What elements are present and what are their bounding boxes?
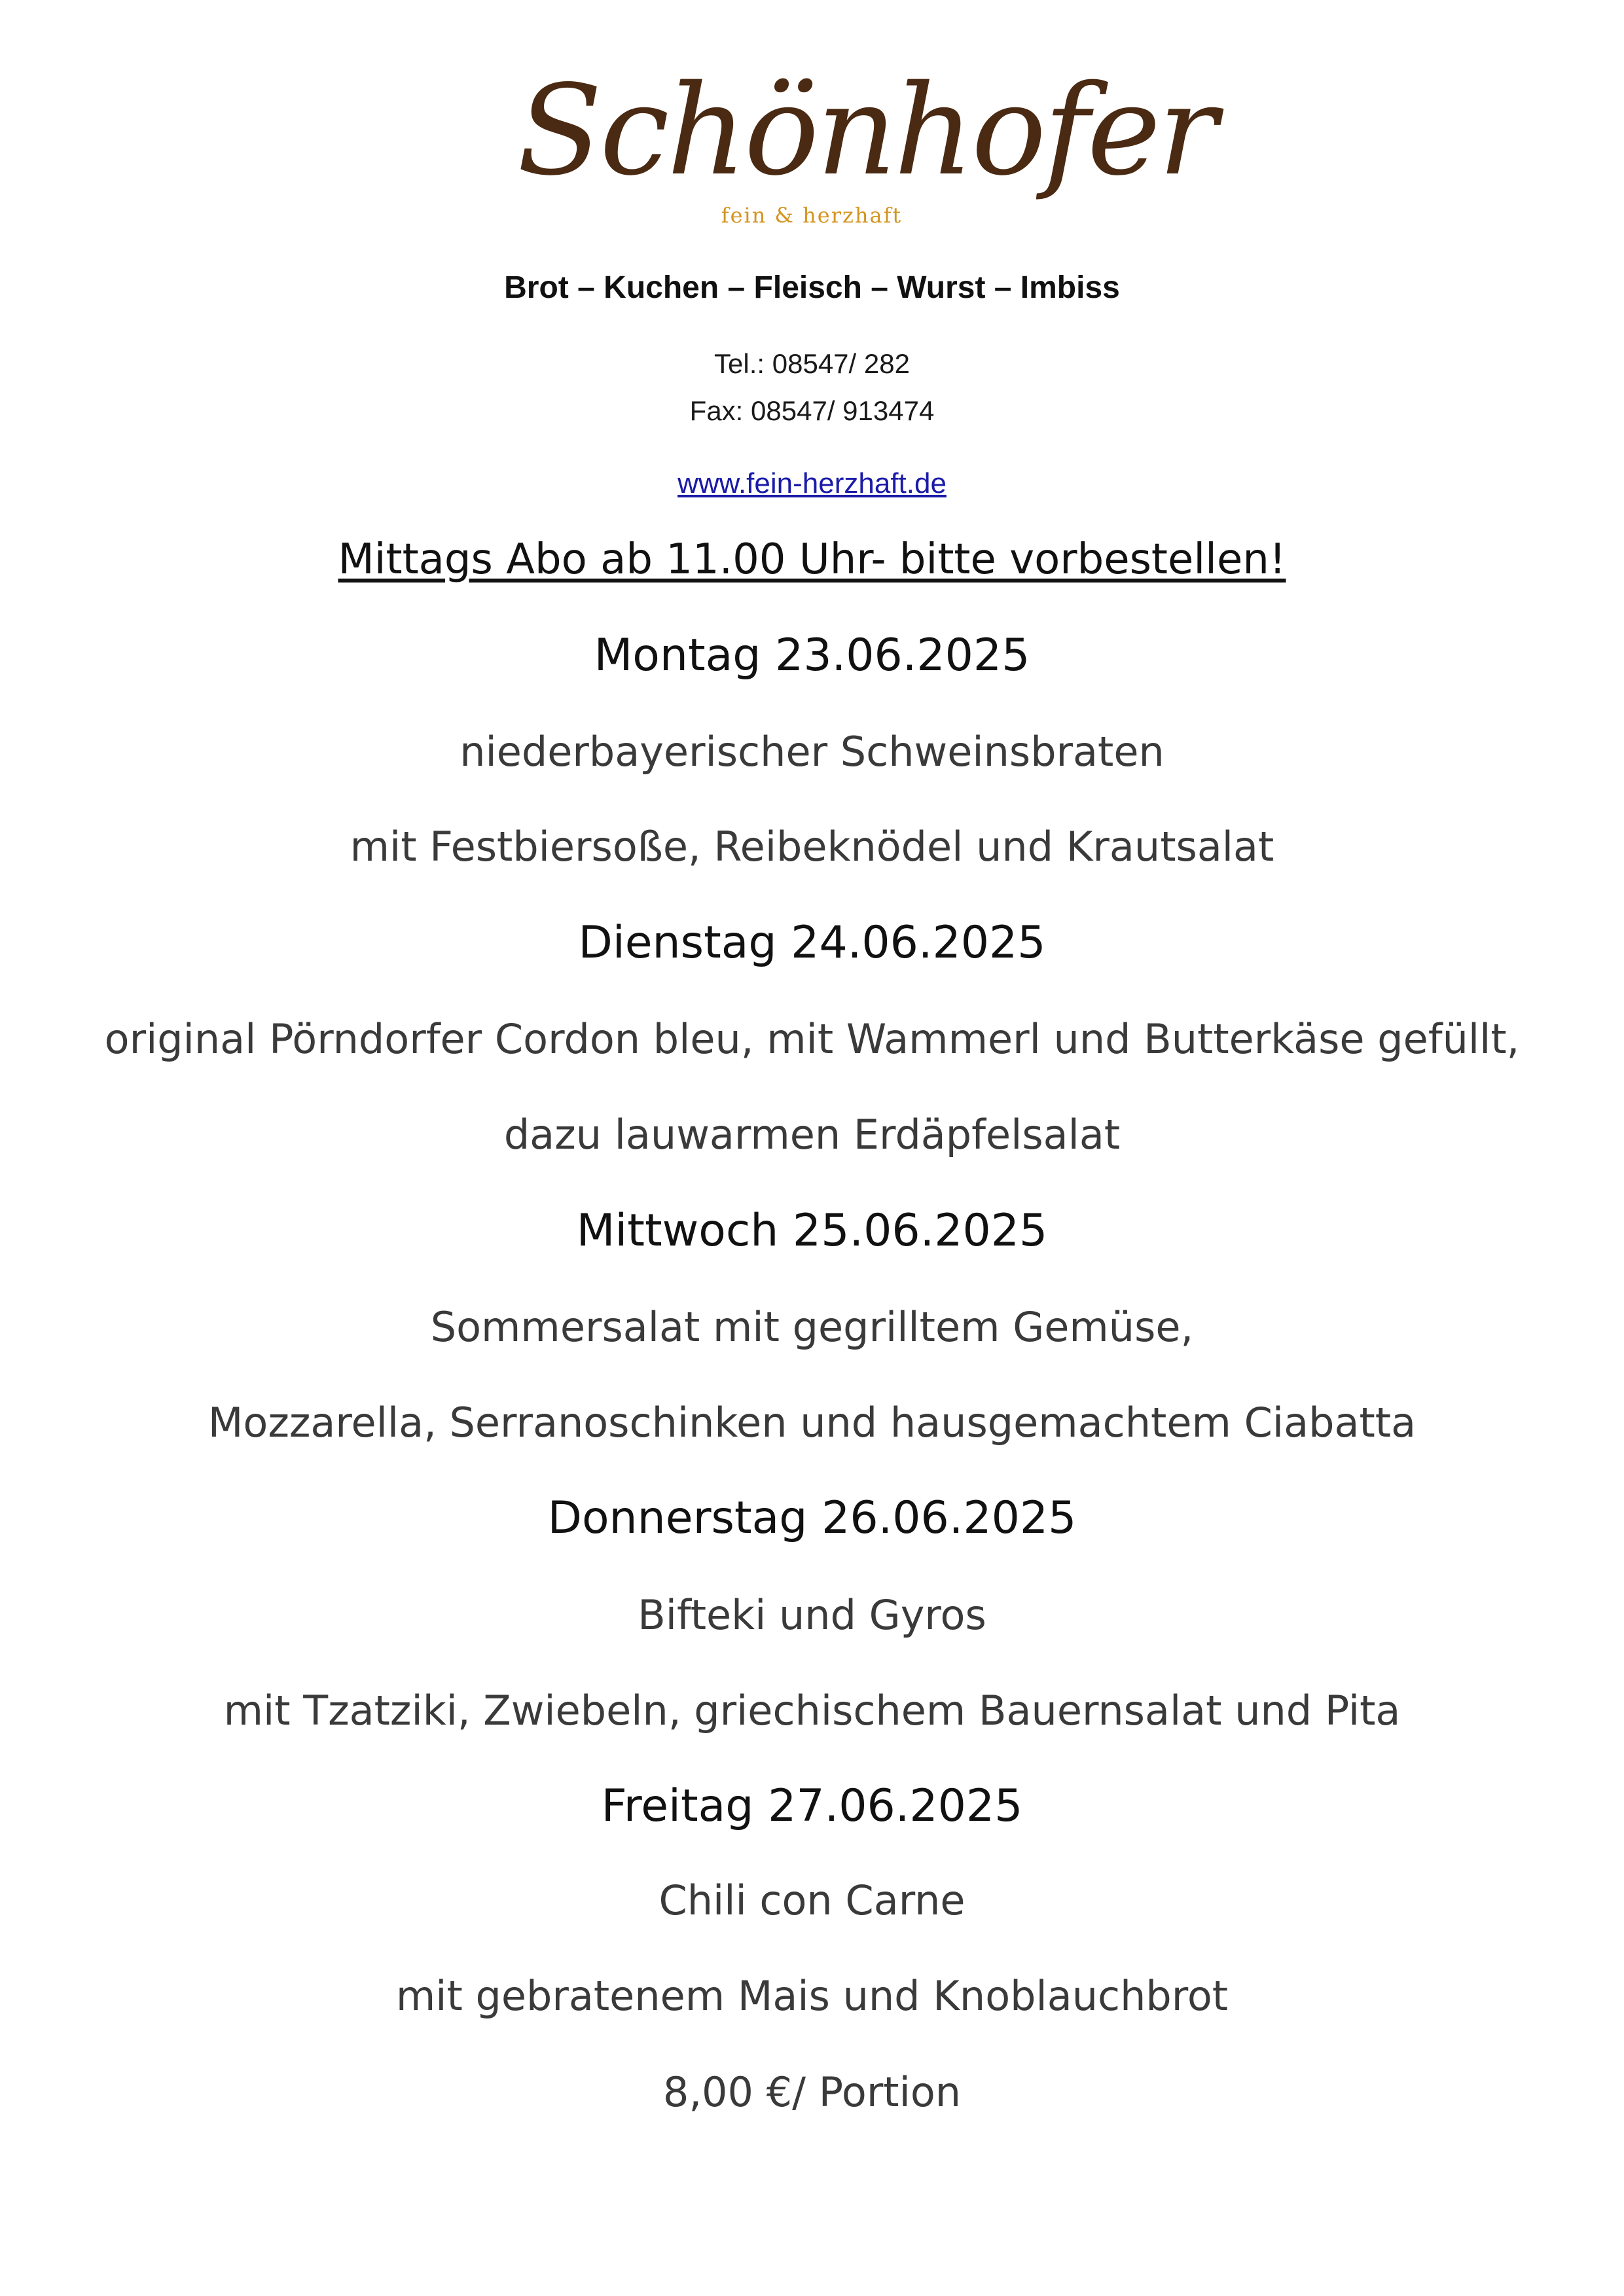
website-link-row: [0, 467, 1624, 500]
logo-tagline: fein & herzhaft: [721, 203, 903, 228]
dish-line-monday-1: niederbayerischer Schweinsbraten: [460, 728, 1164, 776]
shop-categories: Brot – Kuchen – Fleisch – Wurst – Imbiss: [504, 270, 1120, 305]
dish-line-wednesday-2: Mozzarella, Serranoschinken und hausgemachtem Ciabatta: [208, 1399, 1416, 1446]
page-title: [0, 535, 1624, 584]
dish-line-friday-1: Chili con Carne: [659, 1876, 965, 1924]
brand-logo: [517, 46, 1216, 242]
dish-line-wednesday-1: Sommersalat mit gegrilltem Gemüse,: [430, 1303, 1194, 1351]
logo-wordmark: Schönhofer: [517, 58, 1216, 203]
day-heading-tuesday: Dienstag 24.06.2025: [578, 917, 1046, 969]
day-heading-monday: Montag 23.06.2025: [594, 630, 1030, 681]
dish-line-tuesday-2: dazu lauwarmen Erdäpfelsalat: [503, 1111, 1121, 1158]
dish-line-friday-2: mit gebratenem Mais und Knoblauchbrot: [395, 1972, 1229, 2020]
price-per-portion: 8,00 €/ Portion: [662, 2068, 962, 2116]
fax-number: Fax: 08547/ 913474: [689, 395, 935, 426]
day-heading-thursday: Donnerstag 26.06.2025: [547, 1492, 1077, 1544]
page-title-text: Mittags Abo ab 11.00 Uhr- bitte vorbestellen!: [338, 535, 1286, 584]
day-heading-wednesday: Mittwoch 25.06.2025: [576, 1205, 1048, 1257]
dish-line-thursday-1: Bifteki und Gyros: [638, 1591, 986, 1639]
dish-line-thursday-2: mit Tzatziki, Zwiebeln, griechischem Bauernsalat und Pita: [223, 1687, 1401, 1734]
dish-line-tuesday-1: original Pörndorfer Cordon bleu, mit Wammerl und Butterkäse gefüllt,: [104, 1015, 1520, 1063]
website-link[interactable]: www.fein-herzhaft.de: [677, 467, 947, 499]
dish-line-monday-2: mit Festbiersoße, Reibeknödel und Krautsalat: [350, 823, 1274, 870]
phone-number: Tel.: 08547/ 282: [714, 348, 910, 379]
day-heading-friday: Freitag 27.06.2025: [601, 1780, 1023, 1832]
